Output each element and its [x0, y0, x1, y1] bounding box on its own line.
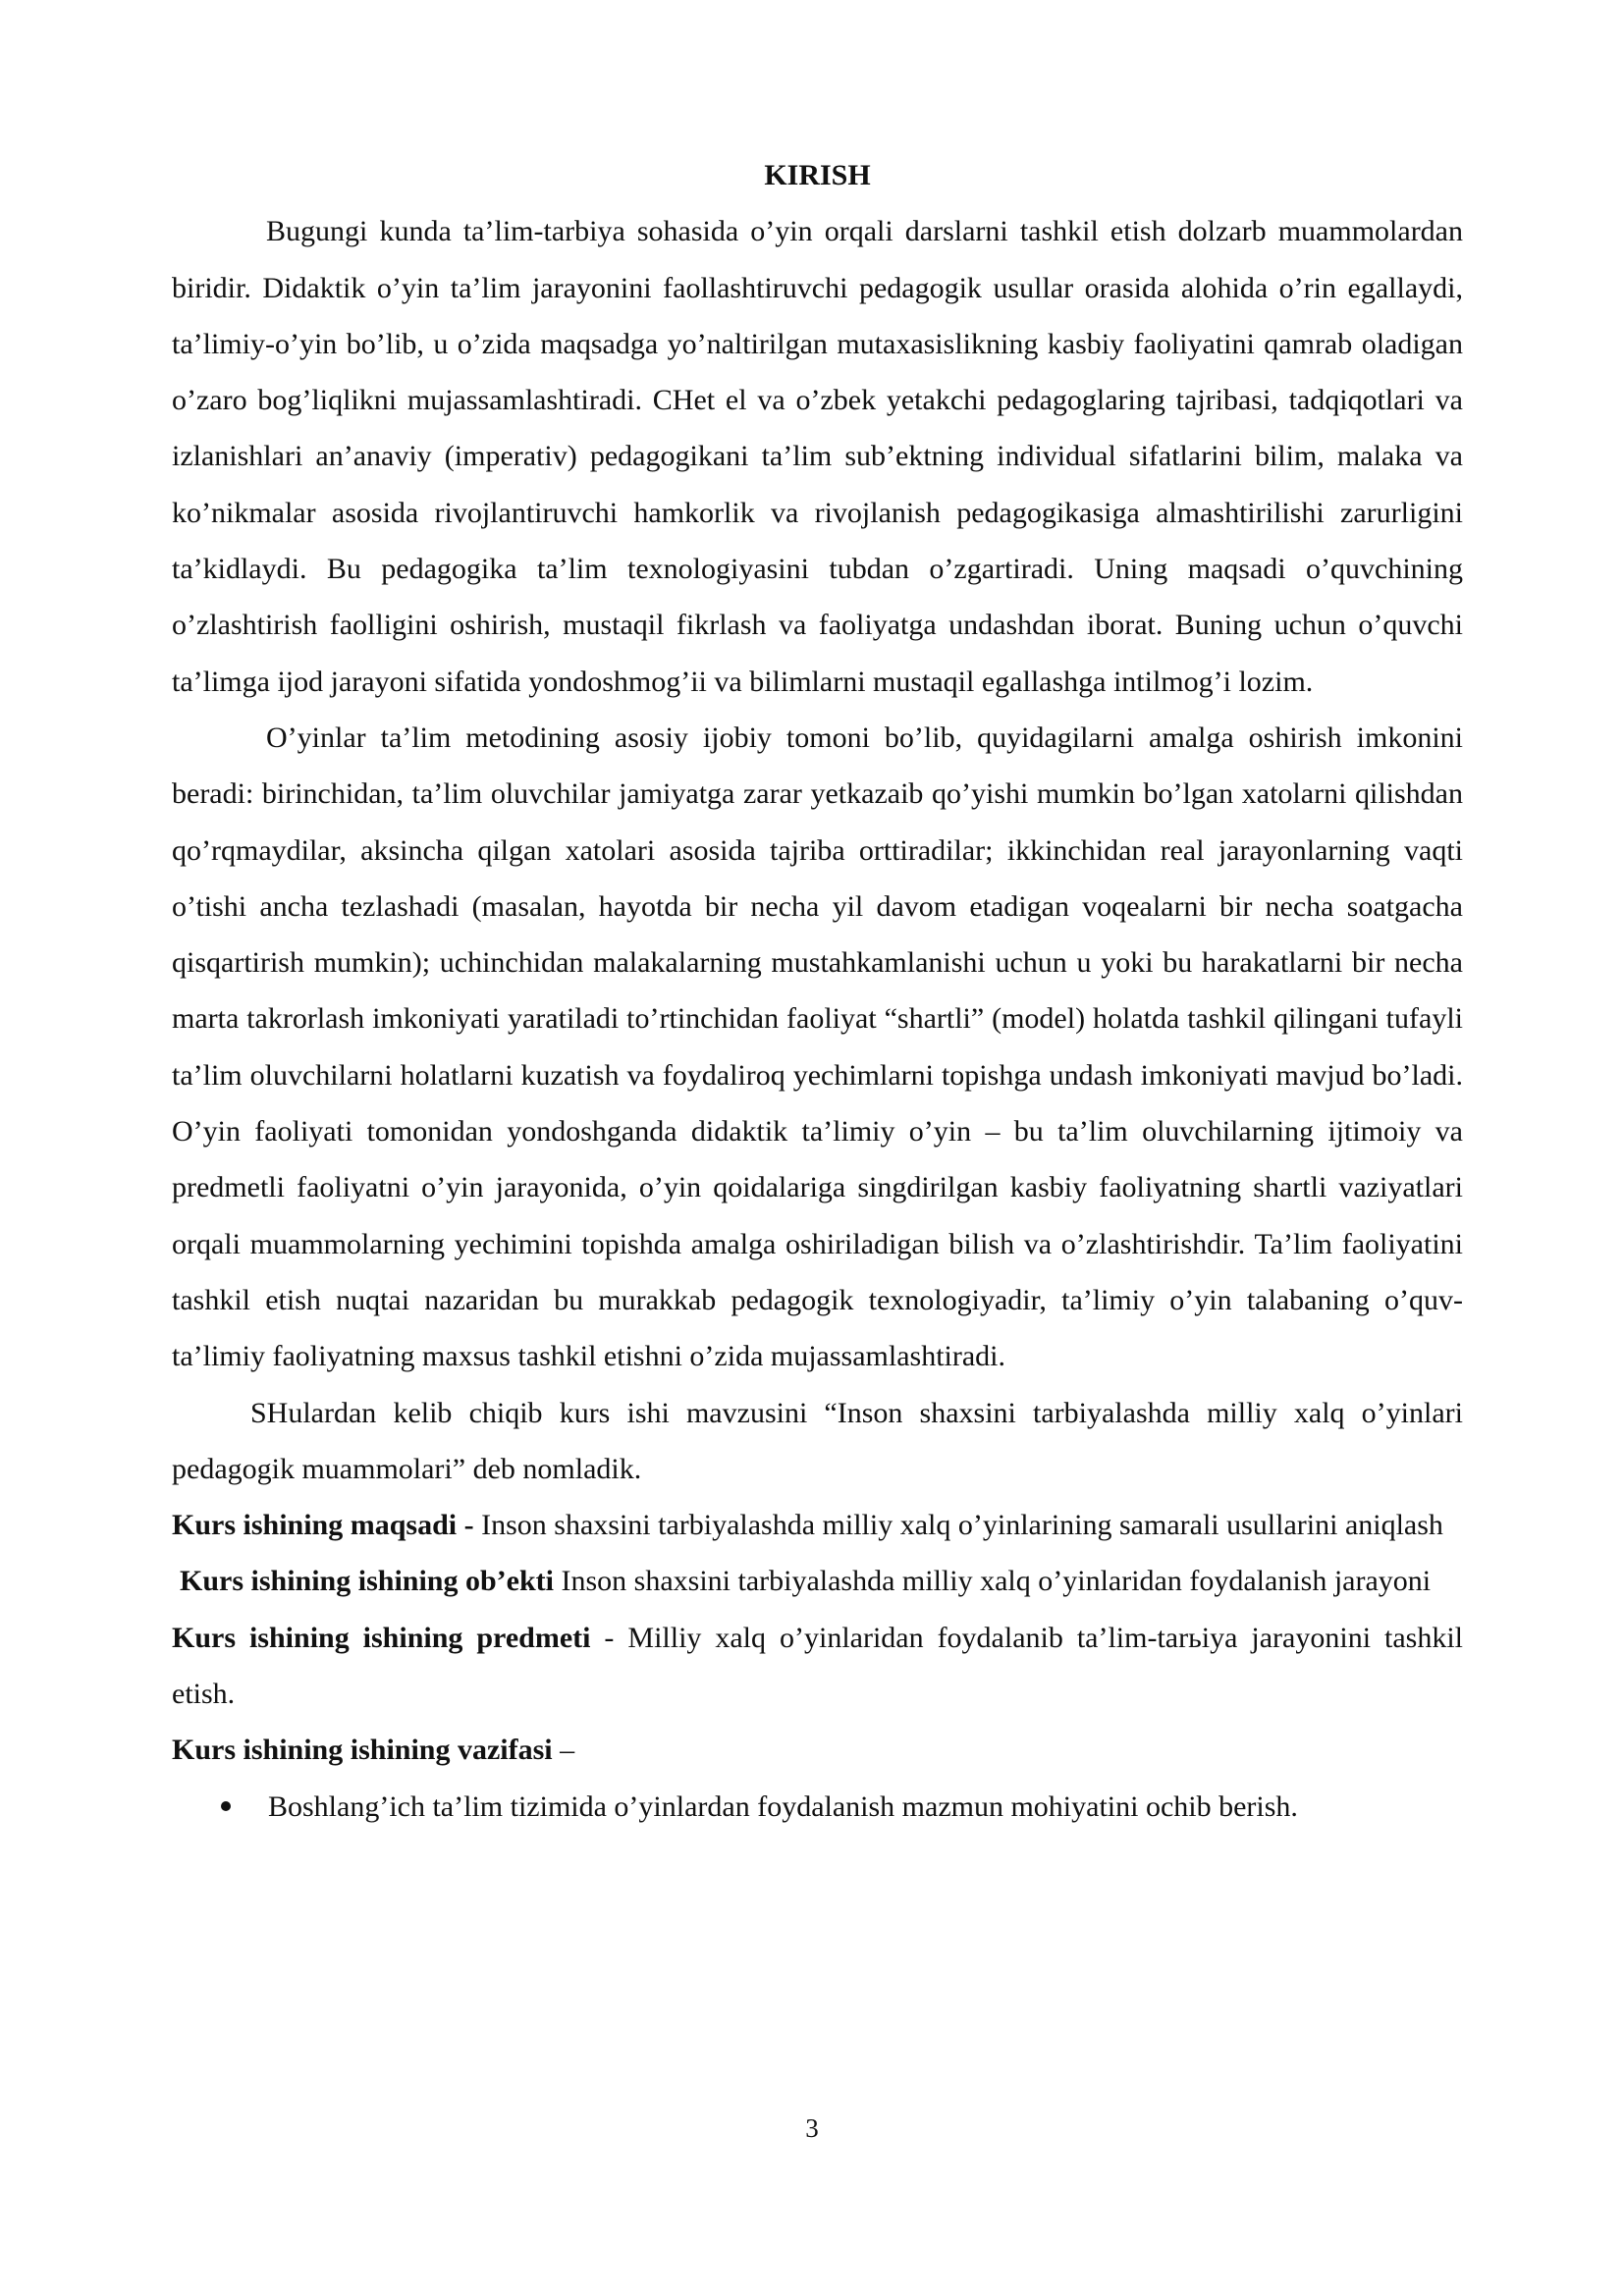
definition-task: [172, 1722, 1463, 1778]
definition-task-label: Kurs ishining ishining vazifasi: [172, 1734, 553, 1767]
paragraph-games-benefits: O’yinlar ta’lim metodining asosiy ijobiy tomoni bo’lib, quyidagilarni amalga oshirish imkonini beradi: birinchidan, ta’lim oluvchilar jamiyatga zarar yetkazaib qo’yishi mumkin bo’lgan xatolarni qilishdan qo’rqmaydilar, aksincha qilgan xatolari asosida tajriba orttiradilar; ikkinchidan real jarayonlarning vaqti o’tishi ancha tezlashadi (masalan, hayotda bir necha yil davom etadigan voqealarni bir necha soatgacha qisqartirish mumkin); uchinchidan malakalarning mustahkamlanishi uchun u yoki bu harakatlarni bir necha marta takrorlash imkoniyati yaratiladi to’rtinchidan faoliyat “shartli” (model) holatda tashkil qilingani tufayli ta’lim oluvchilarni holatlarni kuzatish va foydaliroq yechimlarni topishga undash imkoniyati mavjud bo’ladi. O’yin faoliyati tomonidan yondoshganda didaktik ta’limiy o’yin – bu ta’lim oluvchilarning ijtimoiy va predmetli faoliyatni o’yin jarayonida, o’yin qoidalariga singdirilgan kasbiy faoliyatning shartli vaziyatlari orqali muammolarning yechimini topishda amalga oshiriladigan bilish va o’zlashtirishdir. Ta’lim faoliyatini tashkil etish nuqtai nazaridan bu murakkab pedagogik texnologiyadir, ta’limiy o’yin talabaning o’quv-ta’limiy faoliyatning maxsus tashkil etishni o’zida mujassamlashtiradi.: [172, 721, 1463, 1373]
paragraph-topic-naming: SHulardan kelib chiqib kurs ishi mavzusini “Inson shaxsini tarbiyalashda milliy xalq o’yinlari pedagogik muammolari” deb nomladik.: [172, 1396, 1463, 1485]
page-number: 3: [805, 2113, 819, 2143]
task-bullet-list: [172, 1779, 1463, 1835]
definition-goal-text: Inson shaxsini tarbiyalashda milliy xalq o’yinlarining samarali usullarini aniqlash: [473, 1509, 1443, 1542]
paragraph-introduction: Bugungi kunda ta’lim-tarbiya sohasida o’yin orqali darslarni tashkil etish dolzarb muammolardan biridir. Didaktik o’yin ta’lim jarayonini faollashtiruvchi pedagogik usullar orasida alohida o’rin egallaydi, ta’limiy-o’yin bo’lib, u o’zida maqsadga yo’naltirilgan mutaxasislikning kasbiy faoliyatini qamrab oladigan o’zaro bog’liqlikni mujassamlashtiradi. CHet el va o’zbek yetakchi pedagoglaring tajribasi, tadqiqotlari va izlanishlari an’anaviy (imperativ) pedagogikani ta’lim sub’ektning individual sifatlarini bilim, malaka va ko’nikmalar asosida rivojlantiruvchi hamkorlik va rivojlanish pedagogikasiga almashtirilishi zarurligini ta’kidlaydi. Bu pedagogika ta’lim texnologiyasini tubdan o’zgartiradi. Uning maqsadi o’quvchining o’zlashtirish faolligini oshirish, mustaqil fikrlash va faoliyatga undashdan iborat. Buning uchun o’quvchi ta’limga ijod jarayoni sifatida yondoshmog’ii va bilimlarni mustaqil egallashga intilmog’i lozim.: [172, 215, 1463, 698]
definition-object-label: Kurs ishining ishining ob’ekti: [180, 1565, 554, 1598]
bullet-icon: [221, 1801, 231, 1811]
definition-task-text: –: [552, 1734, 575, 1767]
definition-goal: [172, 1497, 1463, 1553]
list-item-text: Boshlang’ich ta’lim tizimida o’yinlardan foydalanish mazmun mohiyatini ochib berish.: [268, 1789, 1298, 1823]
definition-subject: [172, 1610, 1463, 1723]
list-item: [172, 1779, 1463, 1835]
definition-object: [172, 1553, 1463, 1609]
definition-object-text: Inson shaxsini tarbiyalashda milliy xalq o’yinlaridan foydalanish jarayoni: [553, 1565, 1432, 1598]
definition-goal-label: Kurs ishining maqsadi -: [172, 1509, 474, 1542]
definition-subject-label: Kurs ishining ishining predmeti: [172, 1621, 591, 1654]
document-body: [172, 147, 1463, 1835]
definition-subject-text: - Milliy xalq o’yinlaridan foydalanib ta’lim-tarьiya jarayonini tashkil etish.: [172, 1621, 1463, 1711]
document-title: KIRISH: [764, 159, 871, 191]
